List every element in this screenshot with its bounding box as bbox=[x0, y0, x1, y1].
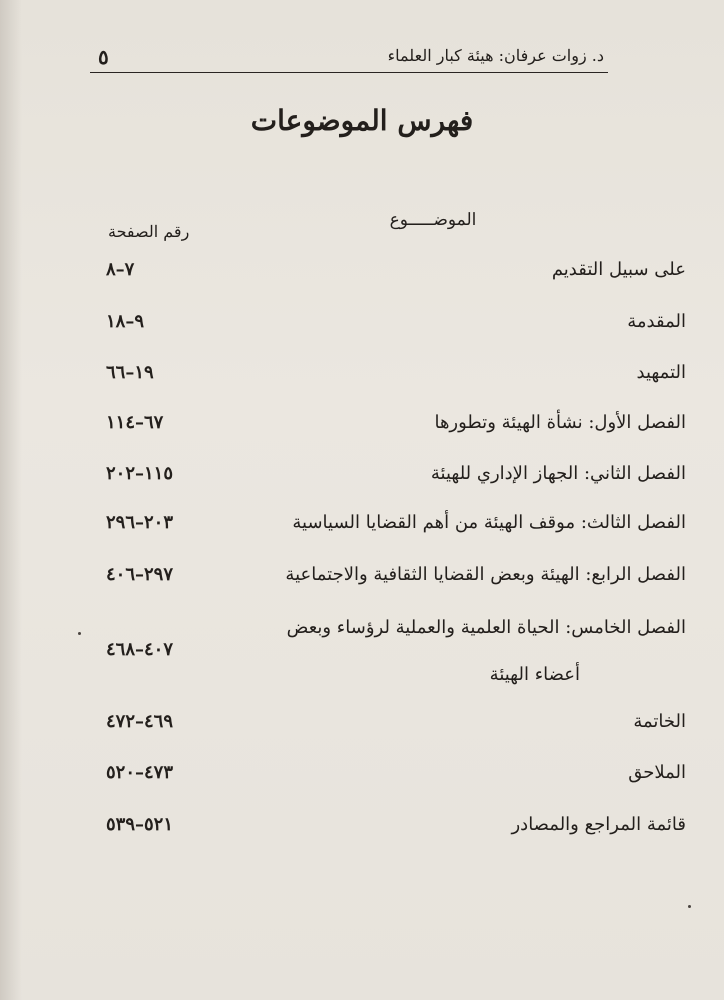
entry-title: الفصل الرابع: الهيئة وبعض القضايا الثقافية والاجتماعية bbox=[285, 564, 686, 585]
entry-title: المقدمة bbox=[627, 311, 686, 332]
entry-page-range: ٤٠٧–٤٦٨ bbox=[106, 639, 174, 660]
running-title: د. زوات عرفان: هيئة كبار العلماء bbox=[387, 46, 604, 65]
entry-page-range: ٤٧٣–٥٢٠ bbox=[106, 762, 174, 783]
paper-speck bbox=[78, 632, 81, 635]
entry-page-range: ٧–٨ bbox=[106, 259, 135, 280]
entry-title-continuation: أعضاء الهيئة bbox=[489, 664, 580, 685]
page-number: ٥ bbox=[98, 45, 109, 69]
entry-title: على سبيل التقديم bbox=[551, 259, 686, 280]
entry-page-range: ٢٠٣–٢٩٦ bbox=[106, 512, 174, 533]
entry-page-range: ٥٢١–٥٣٩ bbox=[106, 814, 174, 835]
entry-title: الخاتمة bbox=[633, 711, 686, 732]
entry-page-range: ٩–١٨ bbox=[106, 311, 145, 332]
paper-speck bbox=[688, 905, 691, 908]
entry-page-range: ٦٧–١١٤ bbox=[106, 412, 164, 433]
entry-title: قائمة المراجع والمصادر bbox=[511, 814, 686, 835]
column-headings bbox=[0, 210, 724, 240]
entry-page-range: ١١٥–٢٠٢ bbox=[106, 463, 174, 484]
subject-column-heading: الموضـــــوع bbox=[389, 210, 477, 230]
entry-title: الفصل الخامس: الحياة العلمية والعملية لرؤساء وبعض bbox=[286, 617, 686, 638]
entry-page-range: ٤٦٩–٤٧٢ bbox=[106, 711, 174, 732]
entry-title: الفصل الثالث: موقف الهيئة من أهم القضايا السياسية bbox=[292, 512, 686, 533]
entry-title: الفصل الثاني: الجهاز الإداري للهيئة bbox=[430, 463, 686, 484]
entry-page-range: ٢٩٧–٤٠٦ bbox=[106, 564, 174, 585]
entry-title: الملاحق bbox=[628, 762, 686, 783]
page-column-heading: رقم الصفحة bbox=[108, 222, 190, 241]
running-header bbox=[90, 44, 608, 73]
entry-page-range: ١٩–٦٦ bbox=[106, 362, 154, 383]
entry-title: الفصل الأول: نشأة الهيئة وتطورها bbox=[434, 412, 686, 433]
page-title: فهرس الموضوعات bbox=[250, 104, 474, 137]
entry-title: التمهيد bbox=[636, 362, 686, 383]
